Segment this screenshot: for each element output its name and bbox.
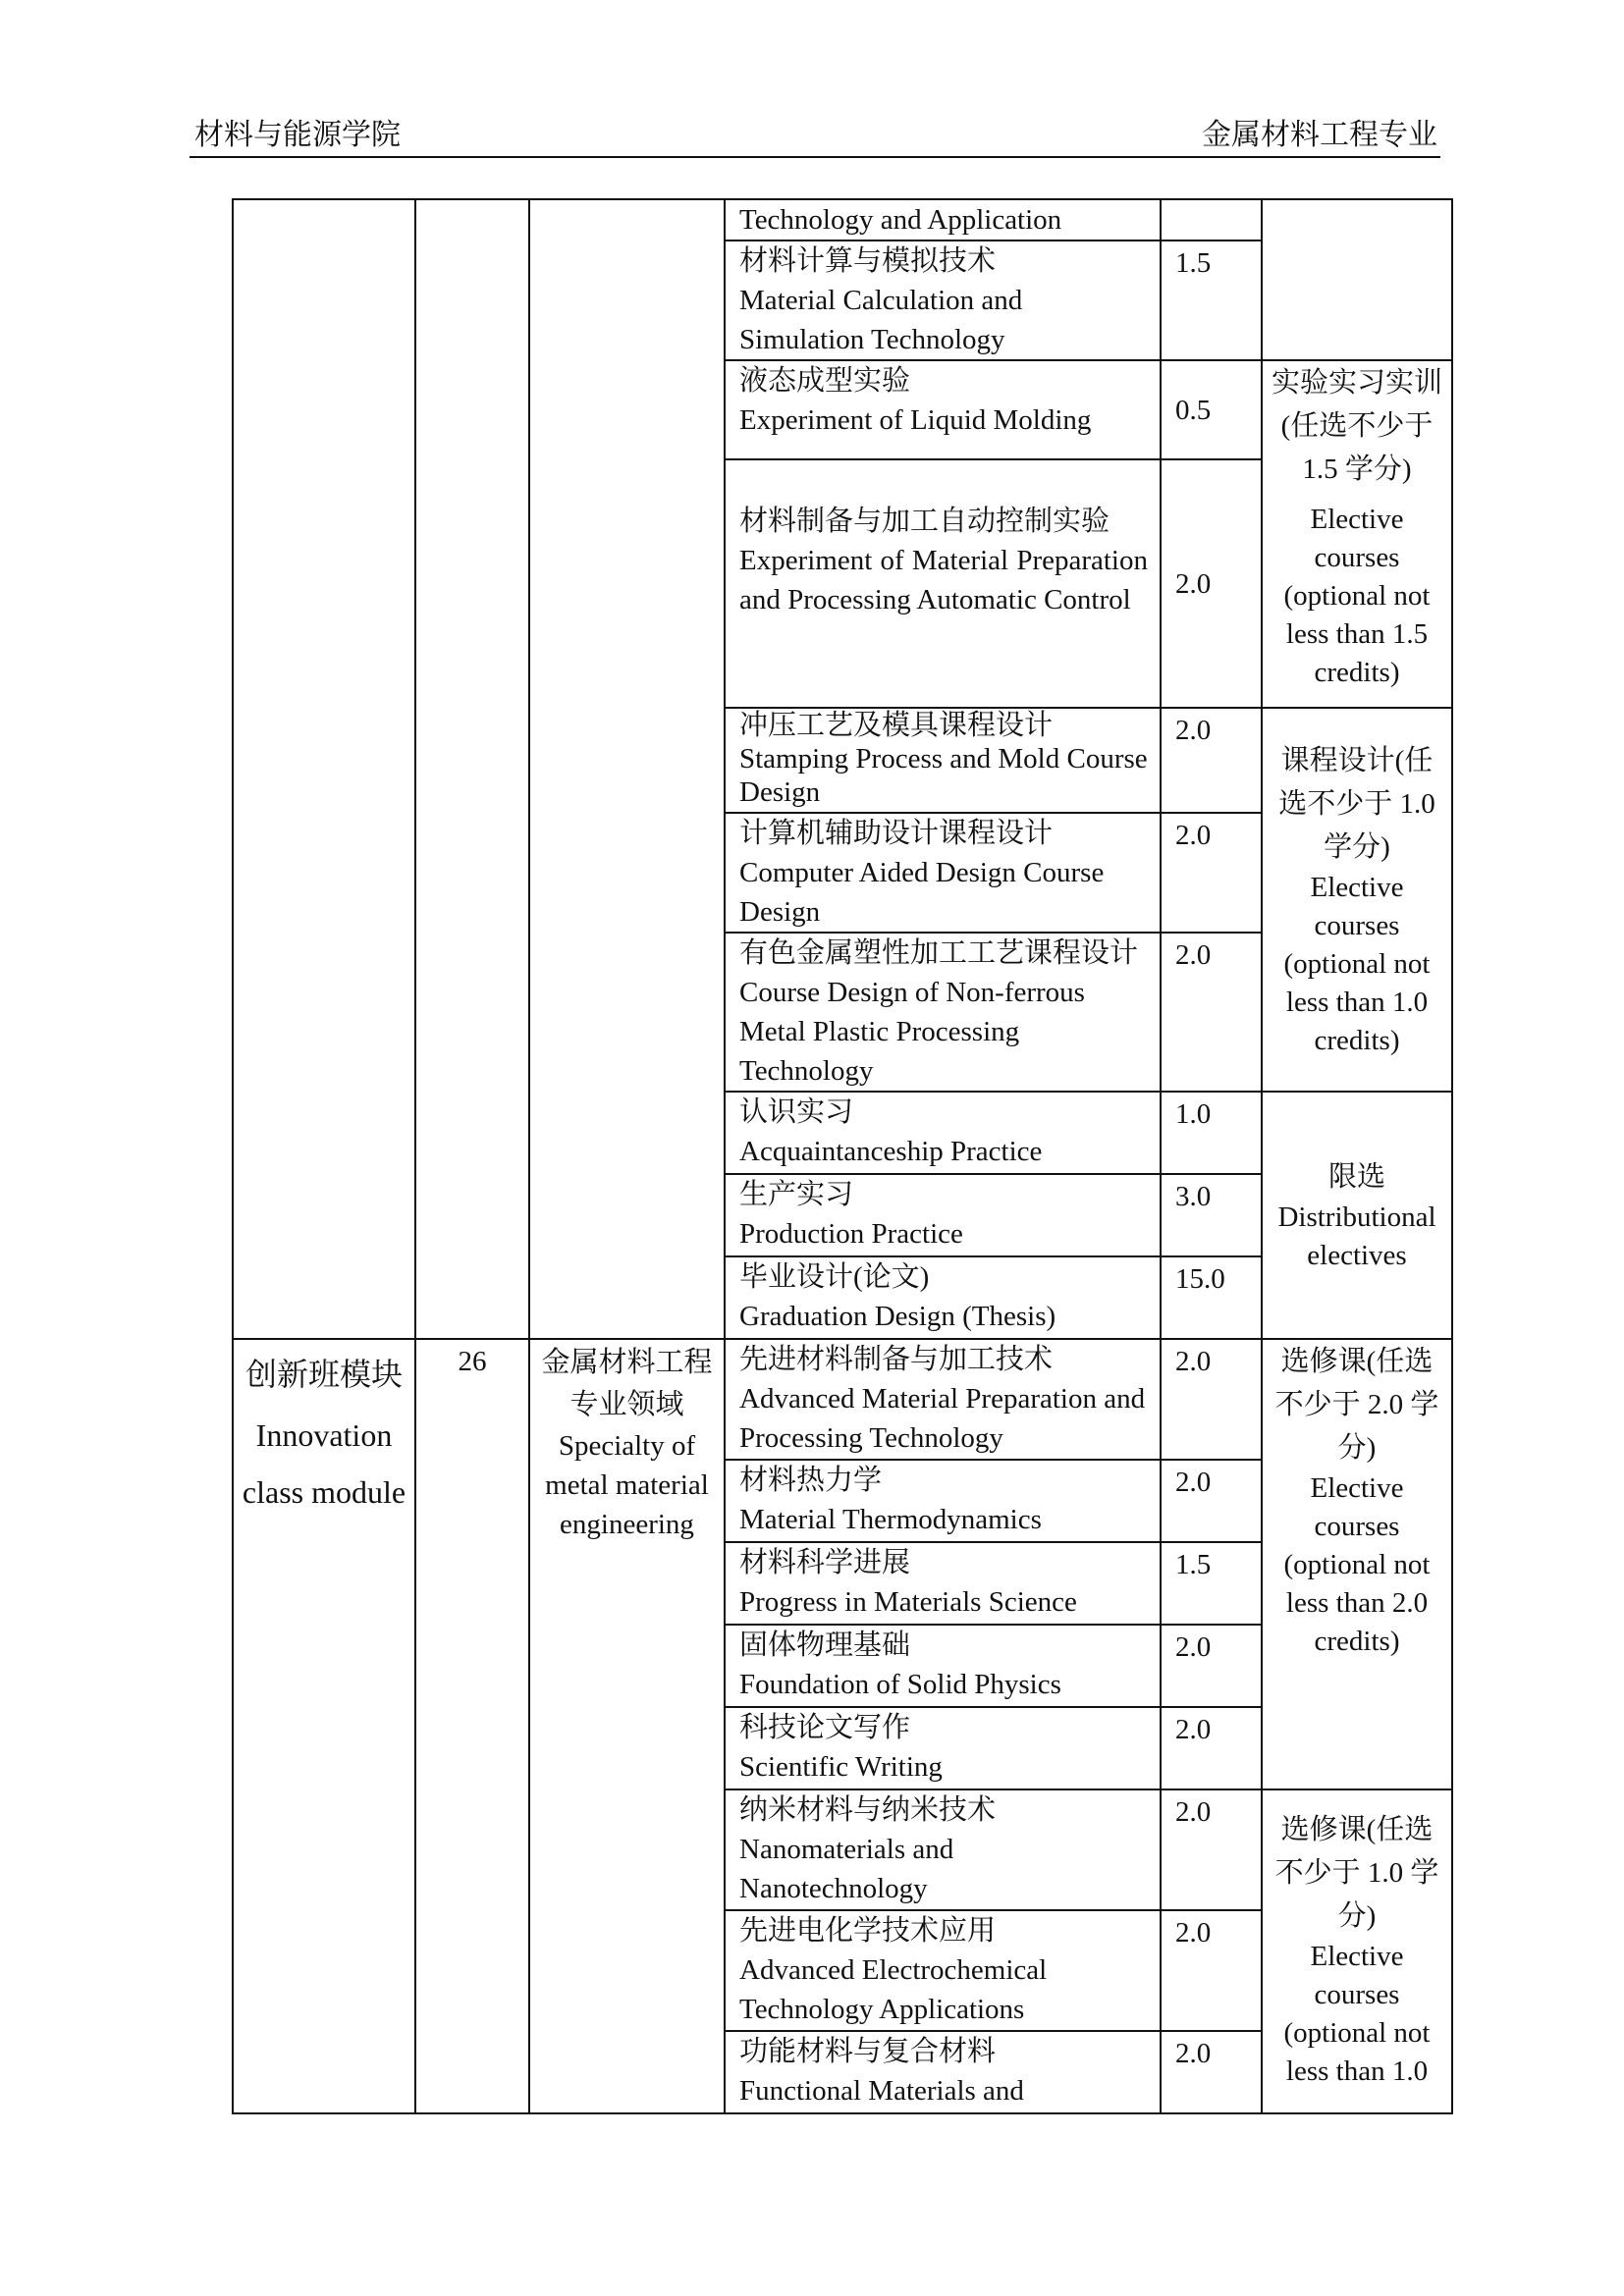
note-zh: 选修课(任选不少于 1.0 学分) — [1274, 1814, 1439, 1932]
note-zh: 实验实习实训(任选不少于 1.5 学分) — [1271, 367, 1442, 485]
course-name-cell — [725, 1339, 1161, 1460]
course-name-cell — [725, 2031, 1161, 2113]
course-credit-cell: 2.0 — [1161, 1910, 1262, 2031]
note-en: Elective courses (optional not less than 1.0 credits) — [1283, 872, 1431, 1056]
course-name-en: Material Thermodynamics — [739, 1504, 1042, 1535]
note-experiment-electives — [1262, 360, 1452, 708]
course-name-en: Functional Materials and — [739, 2075, 1024, 2107]
course-name-zh: 液态成型实验 — [739, 365, 911, 397]
course-name-cell — [725, 360, 1161, 459]
course-name-en: Nanomaterials and Nanotechnology — [739, 1834, 954, 1904]
course-name-en: Progress in Materials Science — [739, 1586, 1077, 1618]
course-name-zh: 科技论文写作 — [739, 1712, 911, 1743]
course-name-en: Advanced Material Preparation and Processing Technology — [739, 1383, 1146, 1454]
field-en: Specialty of metal material engineering — [545, 1430, 709, 1540]
course-credit-cell: 2.0 — [1161, 1789, 1262, 1910]
course-name-en: Production Practice — [739, 1218, 963, 1250]
course-name-cell — [725, 1542, 1161, 1625]
course-name-zh: 认识实习 — [739, 1096, 854, 1128]
course-name-en: Scientific Writing — [739, 1751, 943, 1783]
course-name-zh: 冲压工艺及模具课程设计 — [739, 710, 1054, 741]
course-credit-cell: 2.0 — [1161, 459, 1262, 708]
course-name-en: Acquaintanceship Practice — [739, 1136, 1043, 1167]
course-credit-cell: 1.5 — [1161, 240, 1262, 360]
header-rule — [189, 156, 1440, 158]
course-name-zh: 纳米材料与纳米技术 — [739, 1794, 997, 1826]
module-name-en: Innovation class module — [242, 1417, 406, 1510]
course-name-zh: 材料制备与加工自动控制实验 — [739, 506, 1110, 537]
course-name-en: Course Design of Non-ferrous Metal Plastic Processing Technology — [739, 977, 1085, 1087]
course-name-zh: 功能材料与复合材料 — [739, 2036, 997, 2067]
table-row — [233, 1339, 1452, 1460]
header-college: 材料与能源学院 — [194, 119, 401, 151]
course-credit-cell: 0.5 — [1161, 360, 1262, 459]
course-name-cell — [725, 1256, 1161, 1339]
course-name-zh: 材料热力学 — [739, 1465, 883, 1496]
table-row — [233, 199, 1452, 240]
course-credit-cell: 2.0 — [1161, 708, 1262, 813]
course-credit-cell: 2.0 — [1161, 1625, 1262, 1707]
course-name-zh: 材料科学进展 — [739, 1547, 911, 1578]
course-name-cell — [725, 1707, 1161, 1789]
course-name-cell — [725, 1910, 1161, 2031]
module-cell-empty — [233, 199, 415, 1339]
course-credit-cell: 1.0 — [1161, 1092, 1262, 1174]
course-name-zh: 固体物理基础 — [739, 1629, 911, 1661]
course-credit-cell: 15.0 — [1161, 1256, 1262, 1339]
course-name-cell — [725, 933, 1161, 1092]
course-credit-cell: 1.5 — [1161, 1542, 1262, 1625]
course-name-cell — [725, 1789, 1161, 1910]
module-name-zh: 创新班模块 — [244, 1357, 403, 1392]
course-credit-cell: 2.0 — [1161, 1707, 1262, 1789]
course-name-cell — [725, 1460, 1161, 1542]
course-name-en: Graduation Design (Thesis) — [739, 1301, 1056, 1332]
course-name-en: Experiment of Material Preparation and Processing Automatic Control — [739, 545, 1148, 615]
course-credit-cell: 2.0 — [1161, 933, 1262, 1092]
course-credit-cell — [1161, 199, 1262, 240]
course-name-zh: 计算机辅助设计课程设计 — [739, 818, 1054, 849]
course-name-cell — [725, 459, 1161, 708]
module-credits: 26 — [415, 1339, 529, 2113]
header-major: 金属材料工程专业 — [1202, 119, 1437, 151]
course-name-cell — [725, 1625, 1161, 1707]
course-name-zh: 生产实习 — [739, 1179, 854, 1210]
course-name-cell — [725, 199, 1161, 240]
module-credit-cell-empty — [415, 199, 529, 1339]
course-name-cell — [725, 240, 1161, 360]
field-cell-empty — [529, 199, 725, 1339]
curriculum-table — [232, 198, 1453, 2114]
course-name-cell — [725, 1174, 1161, 1256]
note-cell-empty — [1262, 199, 1452, 360]
course-name-en: Stamping Process and Mold Course Design — [739, 743, 1148, 808]
course-credit-cell: 3.0 — [1161, 1174, 1262, 1256]
course-name-en: Material Calculation and Simulation Technology — [739, 285, 1023, 355]
note-elective-2-credits — [1262, 1339, 1452, 1789]
course-name-zh: 先进材料制备与加工技术 — [739, 1344, 1054, 1375]
note-zh: 选修课(任选不少于 2.0 学分) — [1274, 1346, 1439, 1464]
innovation-module-cell — [233, 1339, 415, 2113]
course-name-cell — [725, 1092, 1161, 1174]
course-name-en: Experiment of Liquid Molding — [739, 404, 1092, 436]
course-name-zh: 材料计算与模拟技术 — [739, 245, 997, 277]
note-zh: 课程设计(任选不少于 1.0 学分) — [1278, 745, 1435, 863]
field-zh: 金属材料工程专业领域 — [541, 1347, 713, 1420]
course-name-zh: 先进电化学技术应用 — [739, 1915, 997, 1947]
course-credit-cell: 2.0 — [1161, 813, 1262, 933]
course-credit-cell: 2.0 — [1161, 1339, 1262, 1460]
specialty-field-cell — [529, 1339, 725, 2113]
course-name-en: Computer Aided Design Course Design — [739, 857, 1105, 928]
note-en: Elective courses (optional not less than 1.0 — [1283, 1941, 1431, 2087]
course-credit-cell: 2.0 — [1161, 2031, 1262, 2113]
note-zh: 限选 — [1327, 1161, 1385, 1193]
note-en: Elective courses (optional not less than 2.0 credits) — [1283, 1472, 1431, 1657]
note-elective-1-credit — [1262, 1789, 1452, 2113]
note-en: Distributional electives — [1277, 1201, 1436, 1271]
note-en: Elective courses (optional not less than 1.5 credits) — [1283, 504, 1431, 688]
course-name-cell — [725, 708, 1161, 813]
course-name-zh: 毕业设计(论文) — [739, 1261, 930, 1293]
course-name-cell — [725, 813, 1161, 933]
course-name-zh: 有色金属塑性加工工艺课程设计 — [739, 937, 1139, 969]
note-distributional-electives — [1262, 1092, 1452, 1339]
course-name-en: Technology and Application — [739, 204, 1062, 236]
course-name-en: Advanced Electrochemical Technology Applications — [739, 1954, 1048, 2025]
course-name-en: Foundation of Solid Physics — [739, 1669, 1061, 1700]
course-credit-cell: 2.0 — [1161, 1460, 1262, 1542]
note-course-design-electives — [1262, 708, 1452, 1092]
